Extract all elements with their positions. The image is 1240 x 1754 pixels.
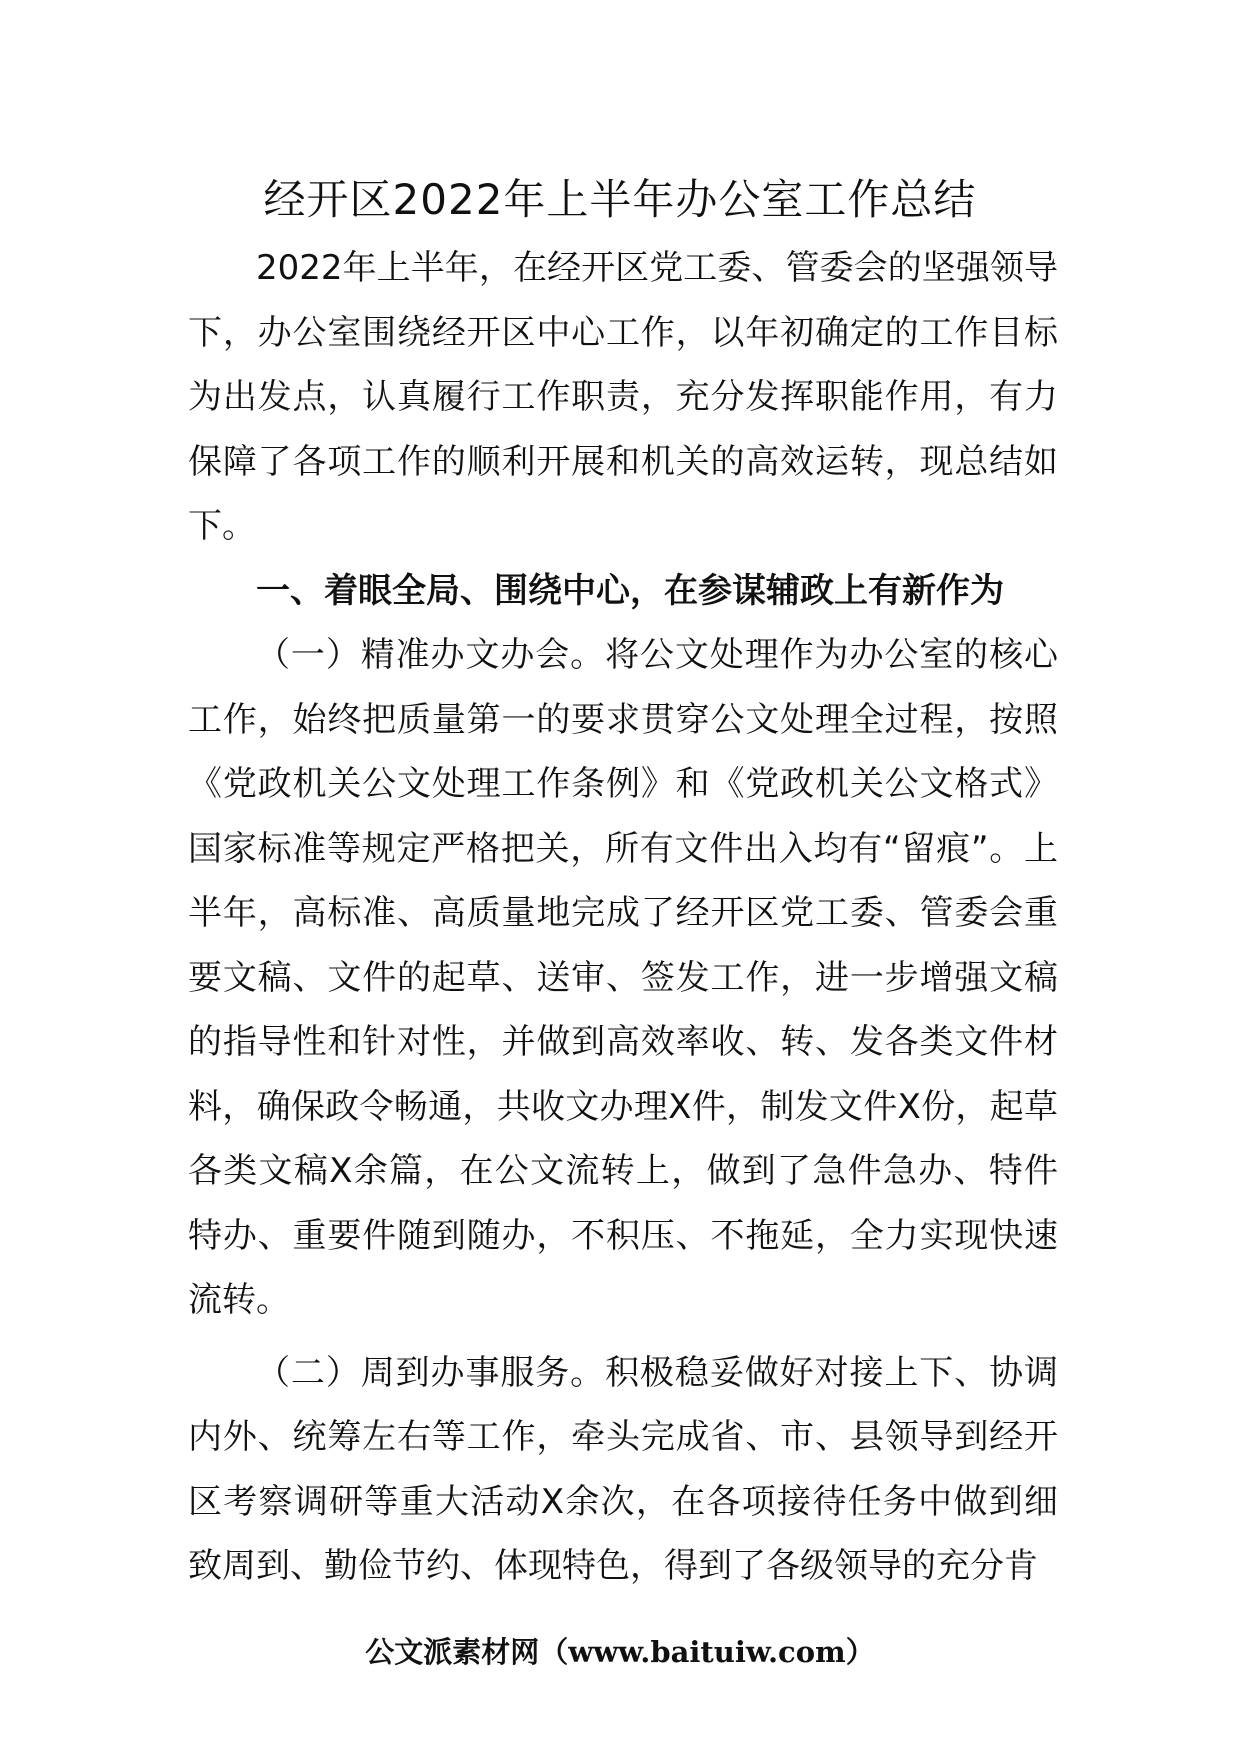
section-item-paragraph: （二）周到办事服务。积极稳妥做好对接上下、协调内外、统筹左右等工作，牵头完成省、市、县领导到经开区考察调研等重大活动X余次，在各项接待任务中做到细致周到、勤俭节约、体现特色，得到了各级领导的充分肯 bbox=[188, 1352, 1058, 1586]
document-title: 经开区2022年上半年办公室工作总结 bbox=[263, 175, 977, 224]
document-body bbox=[188, 236, 1058, 1599]
intro-paragraph: 2022年上半年，在经开区党工委、管委会的坚强领导下，办公室围绕经开区中心工作，以年初确定的工作目标为出发点，认真履行工作职责，充分发挥职能作用，有力保障了各项工作的顺利开展和机关的高效运转，现总结如下。 bbox=[188, 248, 1058, 546]
footer-watermark: 公文派素材网（www.baituiw.com） bbox=[365, 1635, 875, 1669]
section-item-paragraph: （一）精准办文办会。将公文处理作为办公室的核心工作，始终把质量第一的要求贯穿公文处理全过程，按照《党政机关公文处理工作条例》和《党政机关公文格式》国家标准等规定严格把关，所有文件出入均有“留痕”。上半年，高标准、高质量地完成了经开区党工委、管委会重要文稿、文件的起草、送审、签发工作，进一步增强文稿的指导性和针对性，并做到高效率收、转、发各类文件材料，确保政令畅通，共收文办理X件，制发文件X份，起草各类文稿X余篇，在公文流转上，做到了急件急办、特件特办、重要件随到随办，不积压、不拖延，全力实现快速流转。 bbox=[188, 635, 1058, 1320]
section-heading: 一、着眼全局、围绕中心，在参谋辅政上有新作为 bbox=[256, 570, 1004, 611]
